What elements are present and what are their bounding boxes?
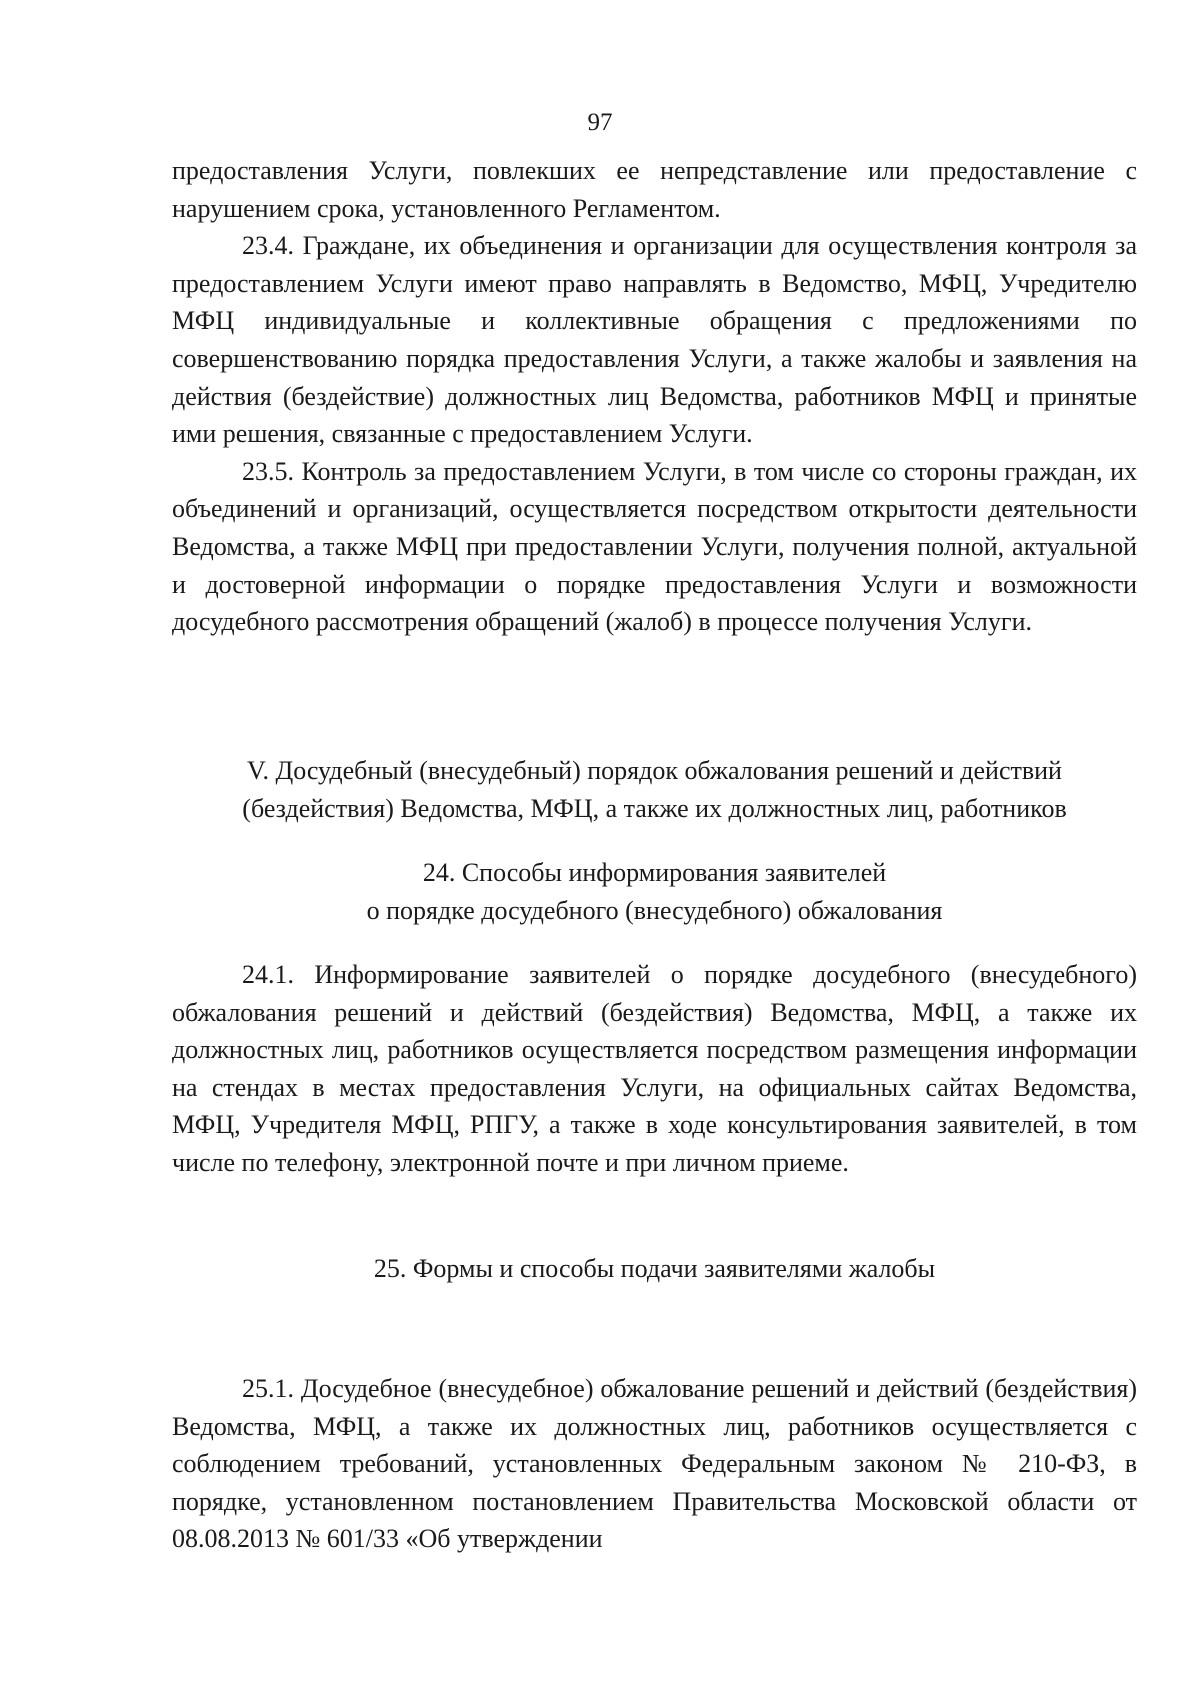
paragraph-continuation: предоставления Услуги, повлекших ее непредставление или предоставление с нарушением срока, установленного Регламентом. xyxy=(172,156,1137,223)
paragraph-25-1: 25.1. Досудебное (внесудебное) обжалование решений и действий (бездействия) Ведомства, МФЦ, а также их должностных лиц, работников осуществляется с соблюдением требований, установленных Федеральным законом № 210-ФЗ, в порядке, установленном постановлением Правительства Московской области от 08.08.2013 № 601/33 «Об утверждении xyxy=(172,1374,1137,1554)
text-block-25 xyxy=(172,1370,1137,1558)
section-heading-line-1: V. Досудебный (внесудебный) порядок обжалования решений и действий xyxy=(247,756,1062,785)
subheading-24-line-1: 24. Способы информирования заявителей xyxy=(422,858,887,887)
subheading-24-line-2: о порядке досудебного (внесудебного) обжалования xyxy=(366,895,943,925)
subheading-24 xyxy=(172,854,1137,929)
subheading-25-line-1: 25. Формы и способы подачи заявителями жалобы xyxy=(373,1254,936,1283)
paragraph-23-5: 23.5. Контроль за предоставлением Услуги, в том числе со стороны граждан, их объединений и организаций, осуществляется посредством открытости деятельности Ведомства, а также МФЦ при предоставлении Услуги, получения полной, актуальной и достоверной информации о порядке предоставления Услуги и возможности досудебного рассмотрения обращений (жалоб) в процессе получения Услуги. xyxy=(172,456,1137,637)
text-block-24 xyxy=(172,956,1137,1182)
paragraph-23-4: 23.4. Граждане, их объединения и организации для осуществления контроля за предоставлением Услуги имеют право направлять в Ведомство, МФЦ, Учредителю МФЦ индивидуальные и коллективные обращения с предложениями по совершенствованию порядка предоставления Услуги, а также жалобы и заявления на действия (бездействие) должностных лиц Ведомства, работников МФЦ и принятые ими решения, связанные с предоставлением Услуги. xyxy=(172,231,1137,449)
paragraph-24-1: 24.1. Информирование заявителей о порядке досудебного (внесудебного) обжалования решений и действий (бездействия) Ведомства, МФЦ, а также их должностных лиц, работников осуществляется посредством размещения информации на стендах в местах предоставления Услуги, на официальных сайтах Ведомства, МФЦ, Учредителя МФЦ, РПГУ, а также в ходе консультирования заявителей, в том числе по телефону, электронной почте и при личном приеме. xyxy=(172,960,1137,1177)
page-number: 97 xyxy=(587,109,613,136)
text-block-top xyxy=(172,152,1137,641)
section-heading-v xyxy=(172,752,1137,827)
section-heading-line-2: (бездействия) Ведомства, МФЦ, а также их должностных лиц, работников xyxy=(242,793,1067,823)
subheading-25 xyxy=(172,1250,1137,1288)
